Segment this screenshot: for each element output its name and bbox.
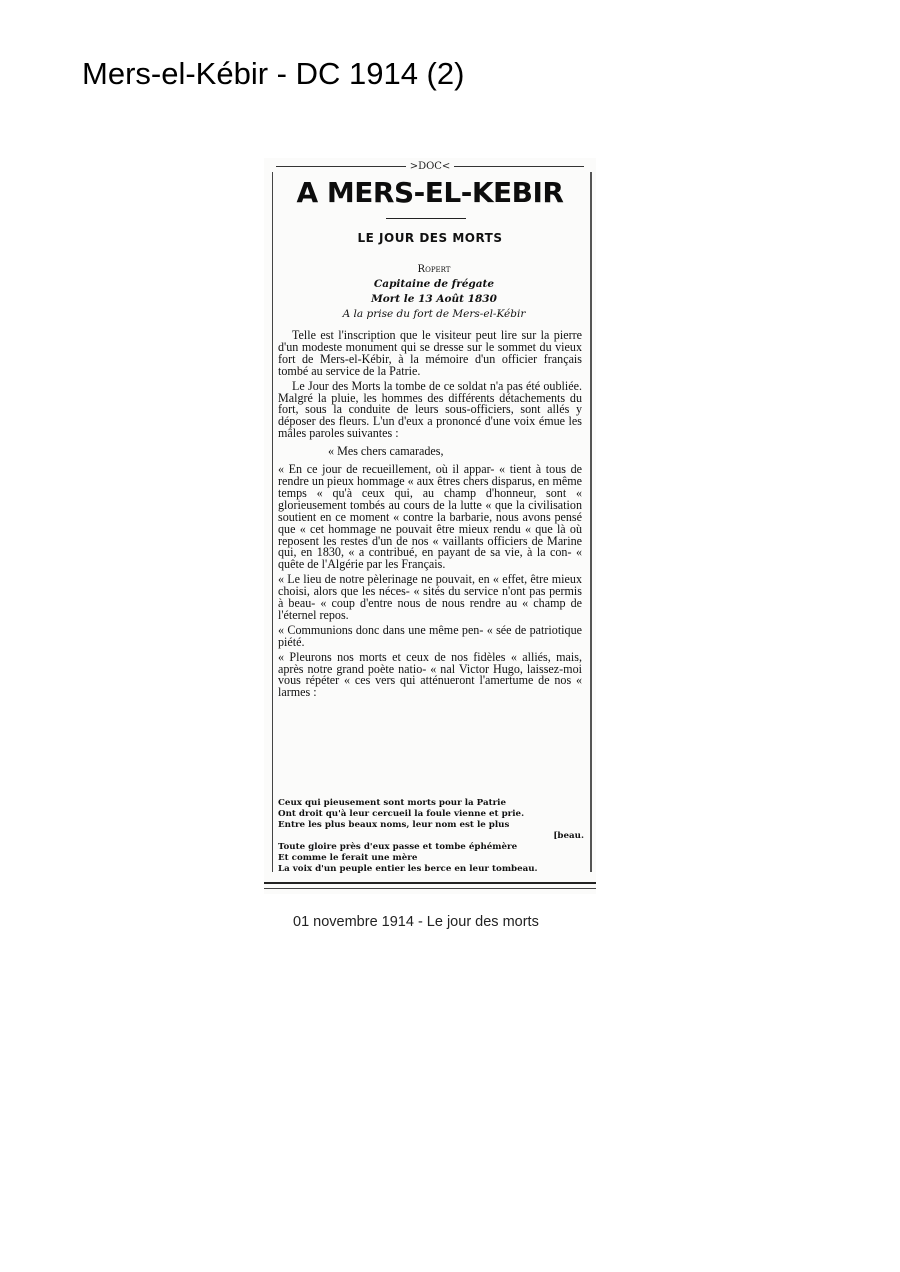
article-subheading: LE JOUR DES MORTS [357,231,503,245]
paragraph: Telle est l'inscription que le visiteur peut lire sur la pierre d'un modeste monument qui se dresse sur le sommet du vieux fort de Mers-el-Kébir, à la mémoire d'un officier français tombé au service de la Patrie. [278,328,582,378]
speech-paragraph: « Pleurons nos morts et ceux de nos fidèles « alliés, mais, après notre grand poète natio- « nal Victor Hugo, laissez-moi vous répéter « ces vers qui atténueront l'amertume de nos « larmes : [278,649,582,700]
poem-verses [278,798,584,875]
divider [264,888,596,889]
article-headline: A MERS-EL-KEBIR [296,176,564,209]
divider [454,166,584,167]
monument-inscription [284,262,584,322]
poem-line: Ceux qui pieusement sont morts pour la Patrie [278,798,507,808]
paragraph: Le Jour des Morts la tombe de ce soldat n'a pas été oubliée. Malgré la pluie, les hommes des différents détachements du fort, sous la conduite de leurs sous-officiers, sont allés y déposer des fleurs. L'un d'eux a prononcé d'une voix émue les mâles paroles suivantes : [278,378,582,441]
speech-paragraph: « Communions donc dans une même pen- « sée de patriotique piété. [278,622,582,649]
ornament-rule [272,160,588,172]
speech-paragraph: « En ce jour de recueillement, où il appar- « tient à tous de rendre un pieux hommage « aux êtres chers disparus, en même temps « qu'à ceux qui, au champ d'honneur, sont « glorieusement tombés au cours de la lutte « que la civilisation soutient en ce moment « contre la barbarie, nous avons pensé que « cet hommage ne pouvait être mieux rendu « que là où reposent les restes d'un de nos « vaillants officiers de Marine qui, en 1830, « a contribué, en payant de sa vie, à la con- « quête de l'Algérie par les Français. [278,462,582,572]
poem-line: Entre les plus beaux noms, leur nom est le plus [278,820,510,830]
clipping-caption: 01 novembre 1914 - Le jour des morts [293,914,539,930]
divider [386,218,466,219]
poem-line: La voix d'un peuple entier les berce en leur tombeau. [278,864,538,874]
frame-border-left [272,172,273,872]
article-body [278,330,582,702]
inscription-place: A la prise du fort de Mers-el-Kébir [342,308,526,320]
page-title: Mers-el-Kébir - DC 1914 (2) [82,56,465,91]
ornament-glyph: >DOC< [409,160,451,172]
poem-line: Toute gloire près d'eux passe et tombe éphémère [278,842,518,852]
poem-line: Et comme le ferait une mère [278,853,418,863]
poem-line: [beau. [553,831,584,841]
inscription-name: Ropert [417,264,451,275]
divider [264,882,596,884]
inscription-death: Mort le 13 Août 1830 [371,293,497,305]
speech-paragraph: « Le lieu de notre pèlerinage ne pouvait, en « effet, être mieux choisi, alors que les néces- « sités du service n'ont pas permis à beau- « coup d'entre nous de nous rendre au « champ de l'éternel repos. [278,572,582,622]
divider [276,166,406,167]
newspaper-clipping [264,158,596,894]
poem-line: Ont droit qu'à leur cercueil la foule vienne et prie. [278,809,525,819]
frame-border-right [590,172,592,872]
speech-salutation: « Mes chers camarades, [328,444,444,459]
inscription-rank: Capitaine de frégate [373,278,495,290]
